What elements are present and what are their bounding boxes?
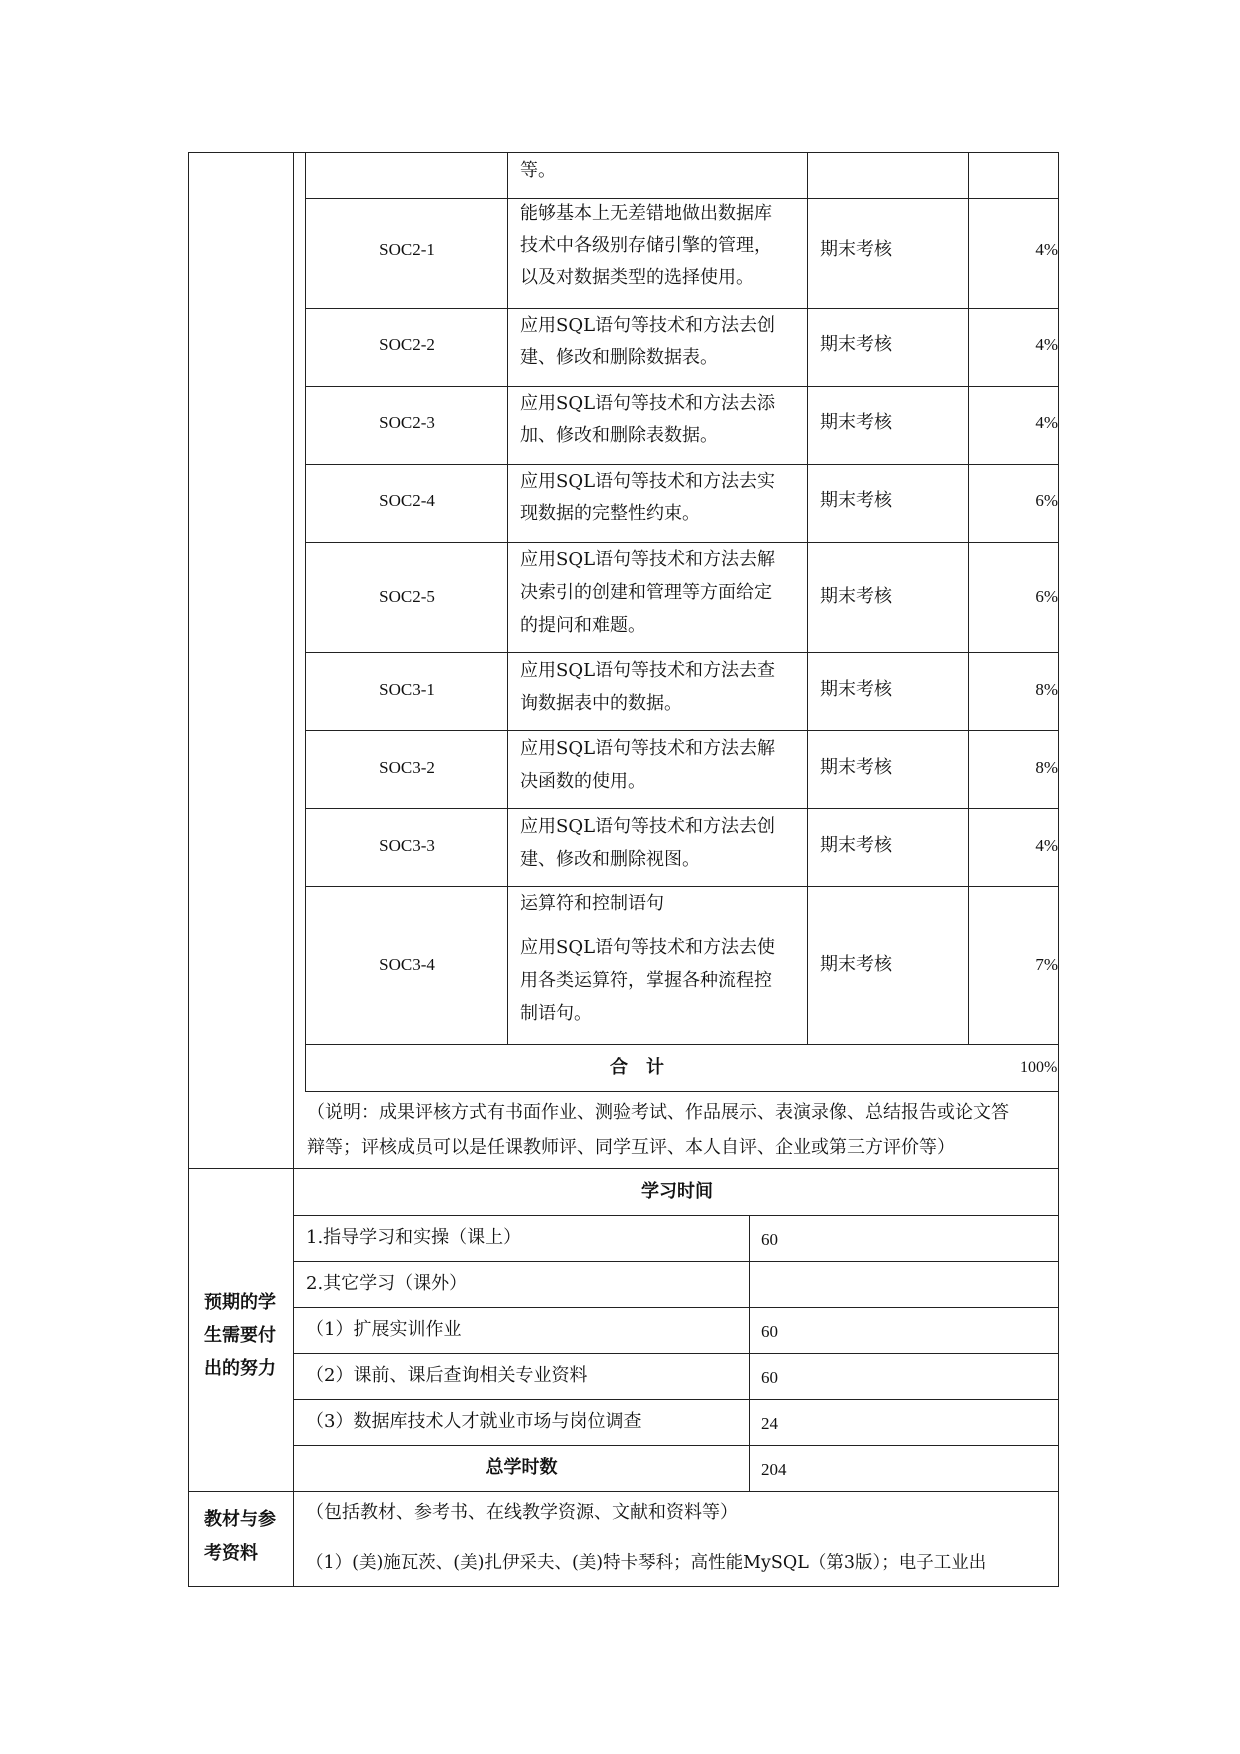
- outcome-desc: 能够基本上无差错地做出数据库: [520, 203, 772, 224]
- materials-intro: （包括教材、参考书、在线教学资源、文献和资料等）: [306, 1502, 738, 1523]
- outcome-desc: 用各类运算符，掌握各种流程控: [520, 970, 772, 991]
- weight: 4%: [1035, 836, 1058, 855]
- outcome-code: SOC2-2: [379, 335, 435, 354]
- outcome-code: SOC3-4: [379, 955, 435, 974]
- assessment-method: 期末考核: [820, 586, 892, 607]
- row-line: [293, 1215, 1059, 1216]
- weight: 6%: [1035, 491, 1058, 510]
- row-line: [305, 808, 1059, 809]
- row-line: [305, 542, 1059, 543]
- assessment-note-line-2: 辩等；评核成员可以是任课教师评、同学互评、本人自评、企业或第三方评价等）: [307, 1137, 955, 1158]
- assessment-method: 期末考核: [820, 334, 892, 355]
- effort-label: 出的努力: [204, 1358, 276, 1379]
- outcome-desc: 应用SQL语句等技术和方法去解: [520, 738, 776, 759]
- assessment-method: 期末考核: [820, 412, 892, 433]
- in-class-label: 1.指导学习和实操（课上）: [306, 1227, 522, 1248]
- weight: 4%: [1035, 335, 1058, 354]
- other-study-label: 2.其它学习（课外）: [306, 1273, 468, 1294]
- outcome-desc: 应用SQL语句等技术和方法去查: [520, 660, 776, 681]
- effort-item-value: 60: [761, 1322, 778, 1341]
- outcome-desc: 技术中各级别存储引擎的管理，: [520, 235, 772, 256]
- weight-column-divider: [968, 152, 969, 1045]
- outcome-code: SOC2-5: [379, 587, 435, 606]
- outcome-desc: 加、修改和删除表数据。: [520, 425, 718, 446]
- effort-item-label: （3）数据库技术人才就业市场与岗位调查: [306, 1411, 642, 1432]
- outcome-desc: 询数据表中的数据。: [520, 693, 682, 714]
- outcome-desc: 应用SQL语句等技术和方法去创: [520, 816, 776, 837]
- study-time-header: 学习时间: [641, 1181, 713, 1202]
- top-row-desc: 等。: [520, 160, 556, 181]
- outcome-code: SOC2-4: [379, 491, 435, 510]
- assessment-method: 期末考核: [820, 490, 892, 511]
- materials-label: 教材与参: [204, 1509, 276, 1530]
- row-line: [293, 1445, 1059, 1446]
- outcome-desc: 决索引的创建和管理等方面给定: [520, 582, 772, 603]
- weight: 4%: [1035, 413, 1058, 432]
- outcome-desc: 现数据的完整性约束。: [520, 503, 700, 524]
- row-line: [305, 386, 1059, 387]
- assessment-method: 期末考核: [820, 679, 892, 700]
- outcome-desc: 应用SQL语句等技术和方法去解: [520, 549, 776, 570]
- weight: 6%: [1035, 587, 1058, 606]
- outcome-desc: 制语句。: [520, 1003, 592, 1024]
- label-column-divider: [293, 152, 294, 1587]
- assessment-method: 期末考核: [820, 835, 892, 856]
- outcome-code: SOC3-3: [379, 836, 435, 855]
- row-line: [305, 464, 1059, 465]
- row-line: [293, 1353, 1059, 1354]
- assessment-method: 期末考核: [820, 239, 892, 260]
- outcome-desc: 以及对数据类型的选择使用。: [520, 267, 754, 288]
- outcome-desc: 建、修改和删除数据表。: [520, 347, 718, 368]
- outcome-code: SOC2-3: [379, 413, 435, 432]
- row-line: [293, 1399, 1059, 1400]
- inner-table-left-border: [305, 152, 306, 1092]
- row-line: [293, 1307, 1059, 1308]
- row-line: [305, 886, 1059, 887]
- total-value: 100%: [1020, 1059, 1058, 1076]
- row-line: [305, 308, 1059, 309]
- weight: 7%: [1035, 955, 1058, 974]
- effort-item-value: 60: [761, 1368, 778, 1387]
- in-class-value: 60: [761, 1230, 778, 1249]
- effort-label: 生需要付: [204, 1325, 276, 1346]
- weight: 8%: [1035, 680, 1058, 699]
- outcome-desc: 的提问和难题。: [520, 615, 646, 636]
- outcome-code: SOC2-1: [379, 240, 435, 259]
- outcome-desc: 应用SQL语句等技术和方法去添: [520, 393, 776, 414]
- weight: 8%: [1035, 758, 1058, 777]
- section-line: [188, 1168, 1059, 1169]
- code-column-divider: [507, 152, 508, 1045]
- method-column-divider: [807, 152, 808, 1045]
- outcome-desc: 决函数的使用。: [520, 771, 646, 792]
- total-label: 合 计: [610, 1057, 664, 1078]
- row-line: [293, 1261, 1059, 1262]
- assessment-note-line-1: （说明：成果评核方式有书面作业、测验考试、作品展示、表演录像、总结报告或论文答: [307, 1102, 1009, 1123]
- materials-item: （1）(美)施瓦茨、(美)扎伊采夫、(美)特卡琴科；高性能MySQL（第3版）；电子工业出: [306, 1553, 987, 1573]
- effort-label: 预期的学: [204, 1292, 276, 1313]
- weight: 4%: [1035, 240, 1058, 259]
- outcome-desc: 应用SQL语句等技术和方法去使: [520, 937, 776, 958]
- row-line: [305, 1091, 1059, 1092]
- assessment-method: 期末考核: [820, 954, 892, 975]
- total-hours-value: 204: [761, 1460, 787, 1479]
- effort-item-label: （2）课前、课后查询相关专业资料: [306, 1365, 588, 1386]
- outcome-desc: 应用SQL语句等技术和方法去创: [520, 315, 776, 336]
- effort-item-label: （1）扩展实训作业: [306, 1319, 462, 1340]
- total-hours-label: 总学时数: [485, 1457, 558, 1478]
- row-line: [305, 1044, 1059, 1045]
- outcome-desc: 建、修改和删除视图。: [520, 849, 700, 870]
- row-line: [305, 652, 1059, 653]
- materials-label: 考资料: [204, 1543, 258, 1564]
- outcome-code: SOC3-2: [379, 758, 435, 777]
- outcome-desc-title: 运算符和控制语句: [520, 893, 664, 914]
- assessment-method: 期末考核: [820, 757, 892, 778]
- section-line: [188, 1491, 1059, 1492]
- outcome-desc: 应用SQL语句等技术和方法去实: [520, 471, 776, 492]
- row-line: [305, 730, 1059, 731]
- outcome-code: SOC3-1: [379, 680, 435, 699]
- effort-item-value: 24: [761, 1414, 778, 1433]
